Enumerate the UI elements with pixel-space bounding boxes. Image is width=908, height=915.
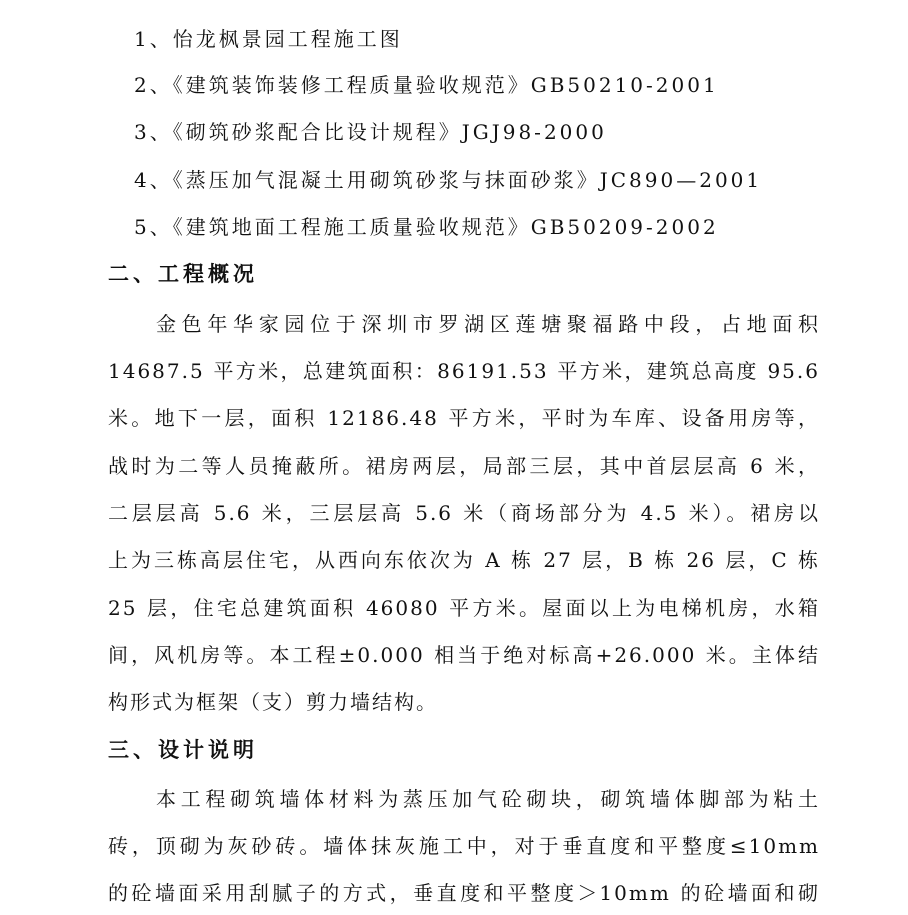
paragraph-line: 构形式为框架（支）剪力墙结构。 [108,690,438,714]
section-heading-design: 三、设计说明 [108,738,258,762]
reference-item-5: 5、《建筑地面工程施工质量验收规范》GB50209-2002 [134,215,719,239]
paragraph-line: 战时为二等人员掩蔽所。裙房两层，局部三层，其中首层层高 6 米， [108,454,820,478]
reference-item-2: 2、《建筑装饰装修工程质量验收规范》GB50210-2001 [134,73,719,97]
paragraph-line: 金色年华家园位于深圳市罗湖区莲塘聚福路中段，占地面积 [156,312,820,336]
paragraph-line: 上为三栋高层住宅，从西向东依次为 A 栋 27 层，B 栋 26 层，C 栋 [108,548,820,572]
paragraph-line: 间，风机房等。本工程±0.000 相当于绝对标高+26.000 米。主体结 [108,643,820,667]
paragraph-line: 二层层高 5.6 米，三层层高 5.6 米（商场部分为 4.5 米）。裙房以 [108,501,820,525]
paragraph-line: 14687.5 平方米，总建筑面积：86191.53 平方米，建筑总高度 95.6 [108,359,820,383]
reference-item-4: 4、《蒸压加气混凝土用砌筑砂浆与抹面砂浆》JC890—2001 [134,168,763,192]
paragraph-line: 砖，顶砌为灰砂砖。墙体抹灰施工中，对于垂直度和平整度≤10mm [108,834,820,858]
section-heading-overview: 二、工程概况 [108,262,258,286]
reference-item-1: 1、怡龙枫景园工程施工图 [134,27,403,51]
paragraph-line: 本工程砌筑墙体材料为蒸压加气砼砌块，砌筑墙体脚部为粘土 [156,787,820,811]
paragraph-line: 25 层，住宅总建筑面积 46080 平方米。屋面以上为电梯机房，水箱 [108,596,820,620]
paragraph-line: 的砼墙面采用刮腻子的方式，垂直度和平整度＞10mm 的砼墙面和砌 [108,881,820,905]
reference-item-3: 3、《砌筑砂浆配合比设计规程》JGJ98-2000 [134,120,607,144]
paragraph-line: 米。地下一层，面积 12186.48 平方米，平时为车库、设备用房等， [108,406,820,430]
